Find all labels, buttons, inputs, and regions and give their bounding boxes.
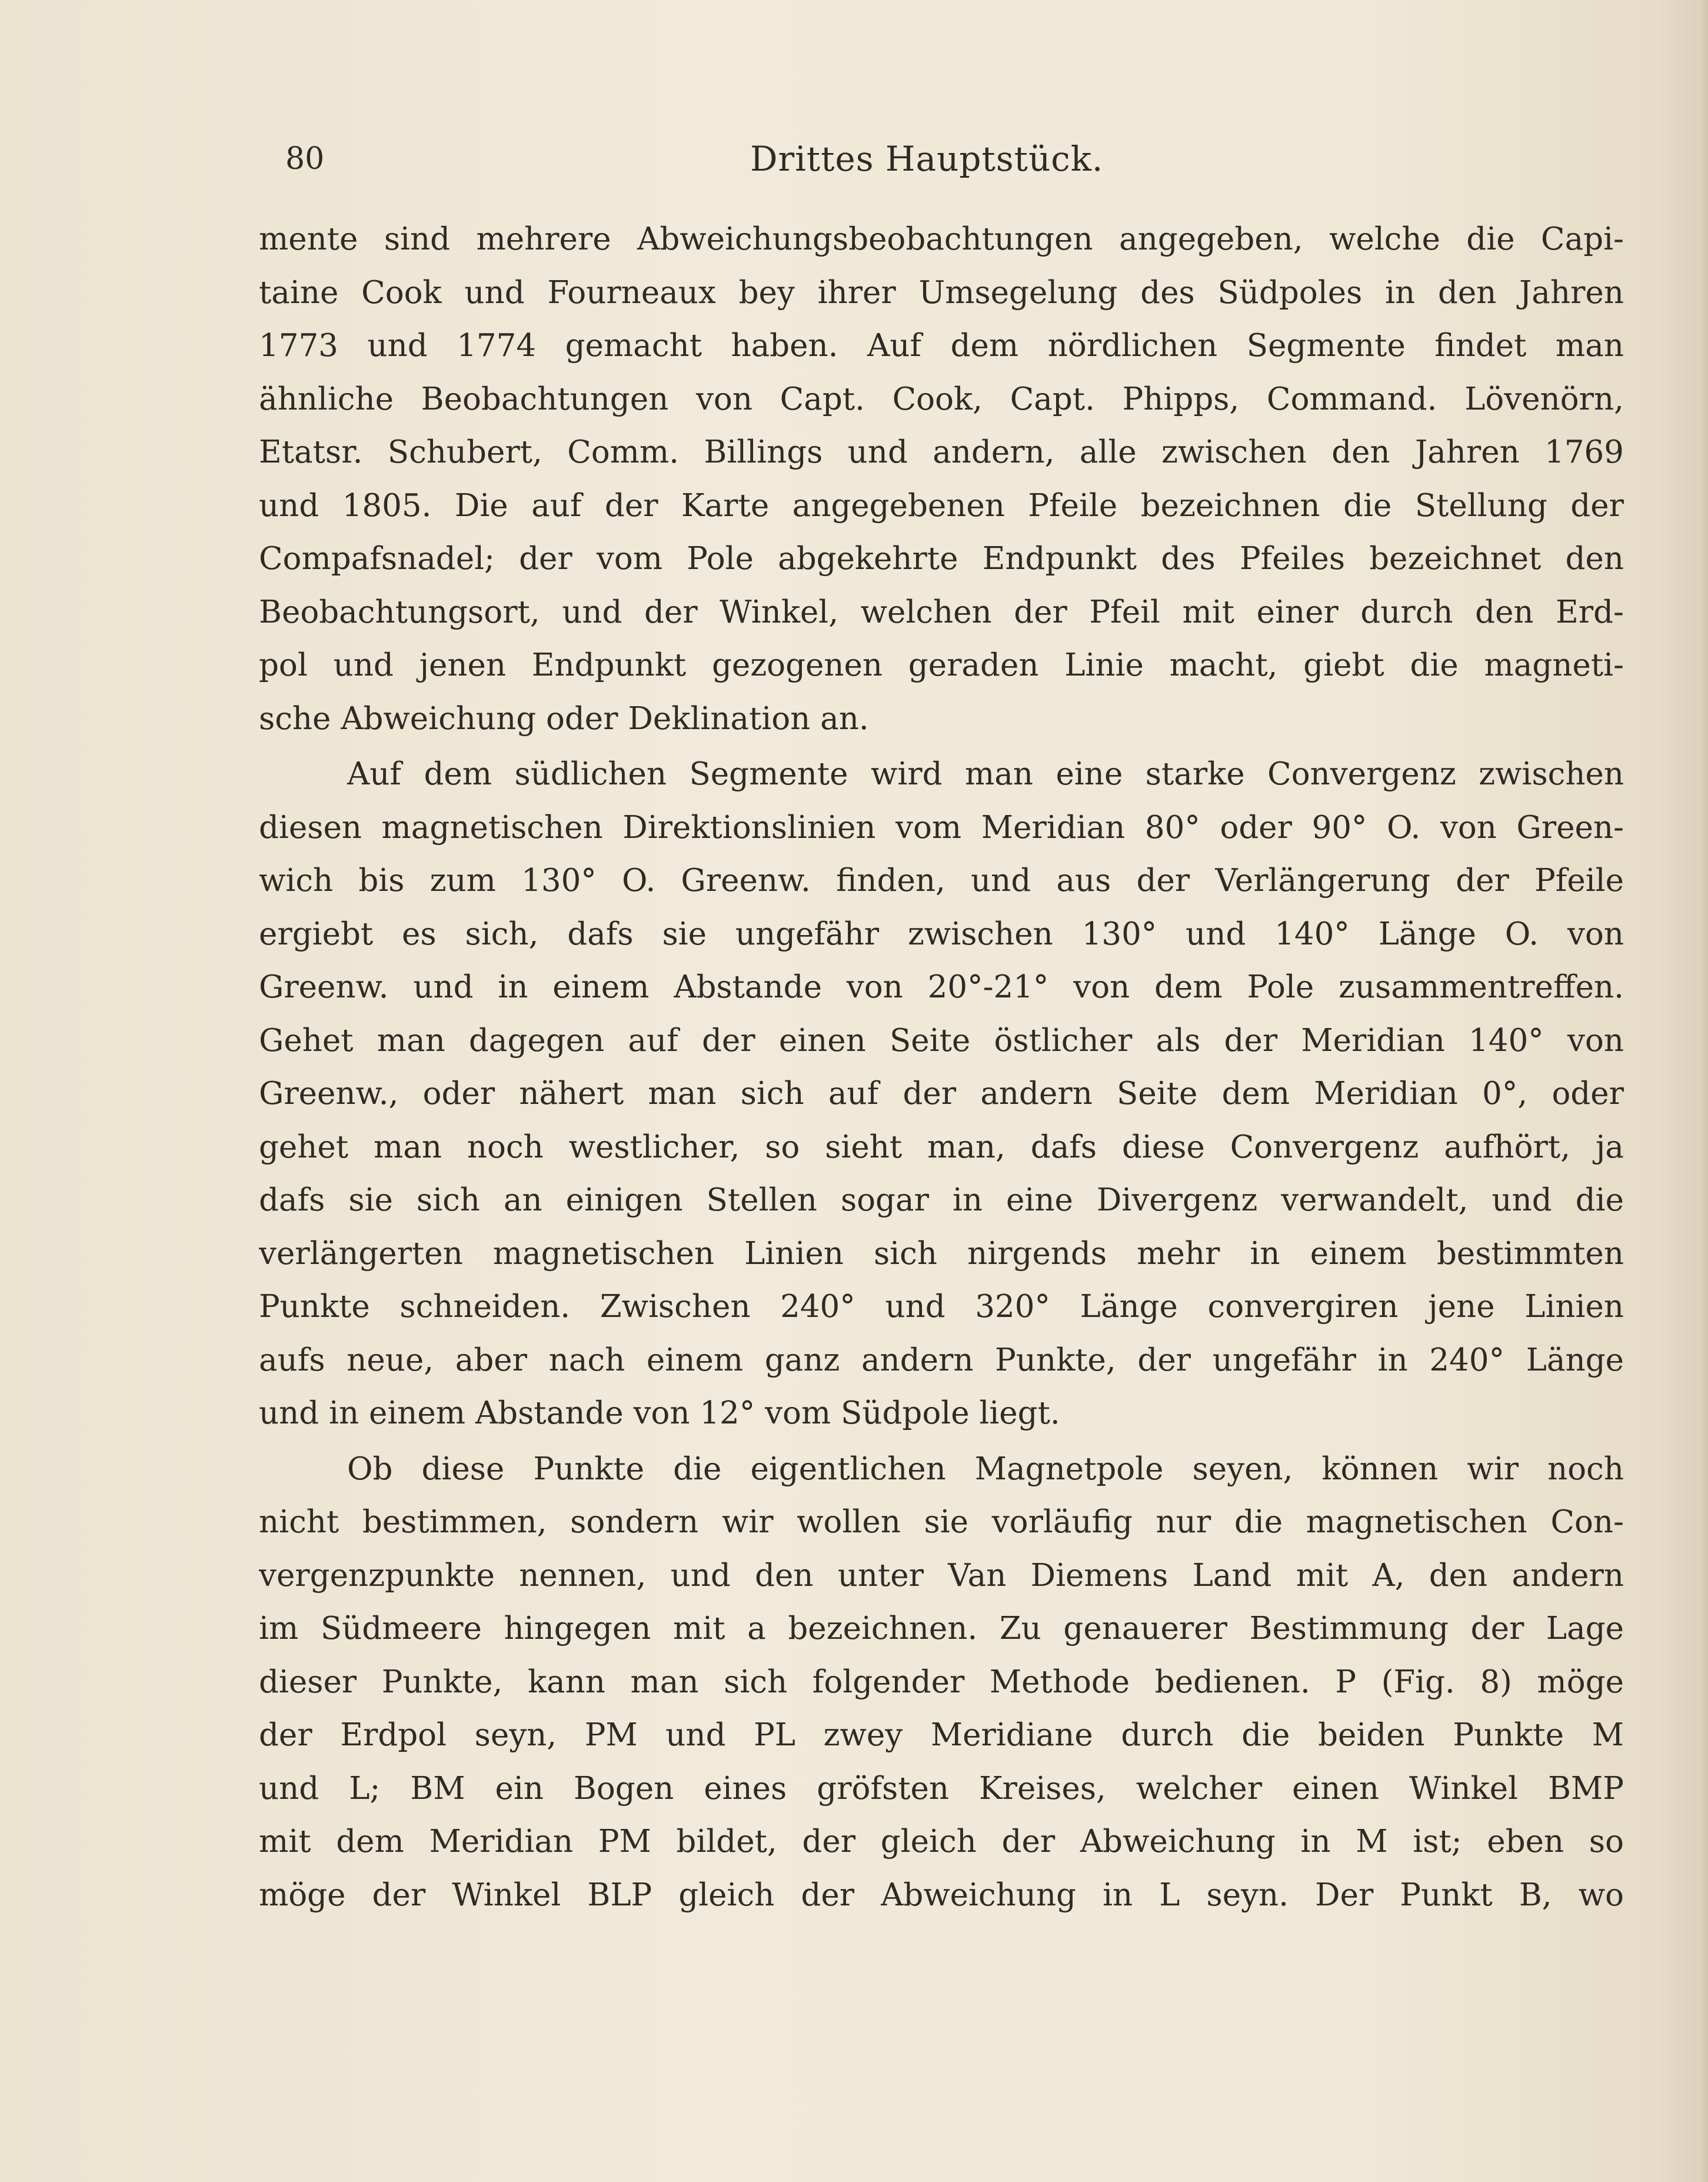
text-line: der Erdpol seyn, PM und PL zwey Meridiane durch die beiden Punkte M <box>259 1717 1624 1753</box>
page-header <box>259 132 1624 185</box>
text-line: ergiebt es sich, dafs sie ungefähr zwischen 130° und 140° Länge O. von <box>259 916 1624 952</box>
text-line: dieser Punkte, kann man sich folgender Methode bedienen. P (Fig. 8) möge <box>259 1664 1624 1700</box>
text-line: dafs sie sich an einigen Stellen sogar in eine Divergenz verwandelt, und die <box>259 1182 1624 1218</box>
text-line: pol und jenen Endpunkt gezogenen geraden Linie macht, giebt die magneti- <box>259 647 1624 683</box>
text-line: sche Abweichung oder Deklination an. <box>259 700 869 737</box>
text-line: Beobachtungsort, und der Winkel, welchen der Pfeil mit einer durch den Erd- <box>259 594 1624 630</box>
text-line: Greenw. und in einem Abstande von 20°-21° von dem Pole zusammentreffen. <box>259 969 1624 1005</box>
text-line: und 1805. Die auf der Karte angegebenen Pfeile bezeichnen die Stellung der <box>259 487 1624 524</box>
text-line: gehet man noch westlicher, so sieht man, dafs diese Convergenz aufhört, ja <box>259 1129 1624 1165</box>
page-number: 80 <box>285 141 325 177</box>
text-line: ähnliche Beobachtungen von Capt. Cook, Capt. Phipps, Command. Lövenörn, <box>259 381 1624 417</box>
text-line: und in einem Abstande von 12° vom Südpole liegt. <box>259 1395 1060 1431</box>
text-line: möge der Winkel BLP gleich der Abweichung in L seyn. Der Punkt B, wo <box>259 1877 1624 1913</box>
text-line: wich bis zum 130° O. Greenw. finden, und aus der Verlängerung der Pfeile <box>259 863 1624 899</box>
text-line: 1773 und 1774 gemacht haben. Auf dem nördlichen Segmente findet man <box>259 328 1624 364</box>
text-line: taine Cook und Fourneaux bey ihrer Umsegelung des Südpoles in den Jahren <box>259 274 1624 311</box>
text-line: Compafsnadel; der vom Pole abgekehrte Endpunkt des Pfeiles bezeichnet den <box>259 541 1624 577</box>
text-line: Greenw., oder nähert man sich auf der andern Seite dem Meridian 0°, oder <box>259 1076 1624 1112</box>
text-line: aufs neue, aber nach einem ganz andern Punkte, der ungefähr in 240° Länge <box>259 1342 1624 1378</box>
body-text <box>259 213 1624 1922</box>
paragraph-start: Auf dem südlichen Segmente wird man eine starke Convergenz zwischen <box>347 756 1624 792</box>
text-line: mente sind mehrere Abweichungsbeobachtungen angegeben, welche die Capi- <box>259 221 1624 257</box>
text-line: im Südmeere hingegen mit a bezeichnen. Zu genauerer Bestimmung der Lage <box>259 1611 1624 1647</box>
page-edge <box>1697 0 1708 2182</box>
text-line: Gehet man dagegen auf der einen Seite östlicher als der Meridian 140° von <box>259 1022 1624 1059</box>
text-line: diesen magnetischen Direktionslinien vom Meridian 80° oder 90° O. von Green- <box>259 809 1624 846</box>
running-title: Drittes Hauptstück. <box>750 139 1104 179</box>
text-line: und L; BM ein Bogen eines gröfsten Kreises, welcher einen Winkel BMP <box>259 1770 1624 1807</box>
text-line: nicht bestimmen, sondern wir wollen sie vorläufig nur die magnetischen Con- <box>259 1504 1624 1540</box>
text-line: Punkte schneiden. Zwischen 240° und 320° Länge convergiren jene Linien <box>259 1289 1624 1325</box>
text-line: verlängerten magnetischen Linien sich nirgends mehr in einem bestimmten <box>259 1235 1624 1272</box>
text-line: Etatsr. Schubert, Comm. Billings und andern, alle zwischen den Jahren 1769 <box>259 434 1624 470</box>
text-line: mit dem Meridian PM bildet, der gleich der Abweichung in M ist; eben so <box>259 1824 1624 1860</box>
text-line: vergenzpunkte nennen, und den unter Van Diemens Land mit A, den andern <box>259 1557 1624 1594</box>
paragraph-start: Ob diese Punkte die eigentlichen Magnetpole seyen, können wir noch <box>347 1451 1624 1487</box>
